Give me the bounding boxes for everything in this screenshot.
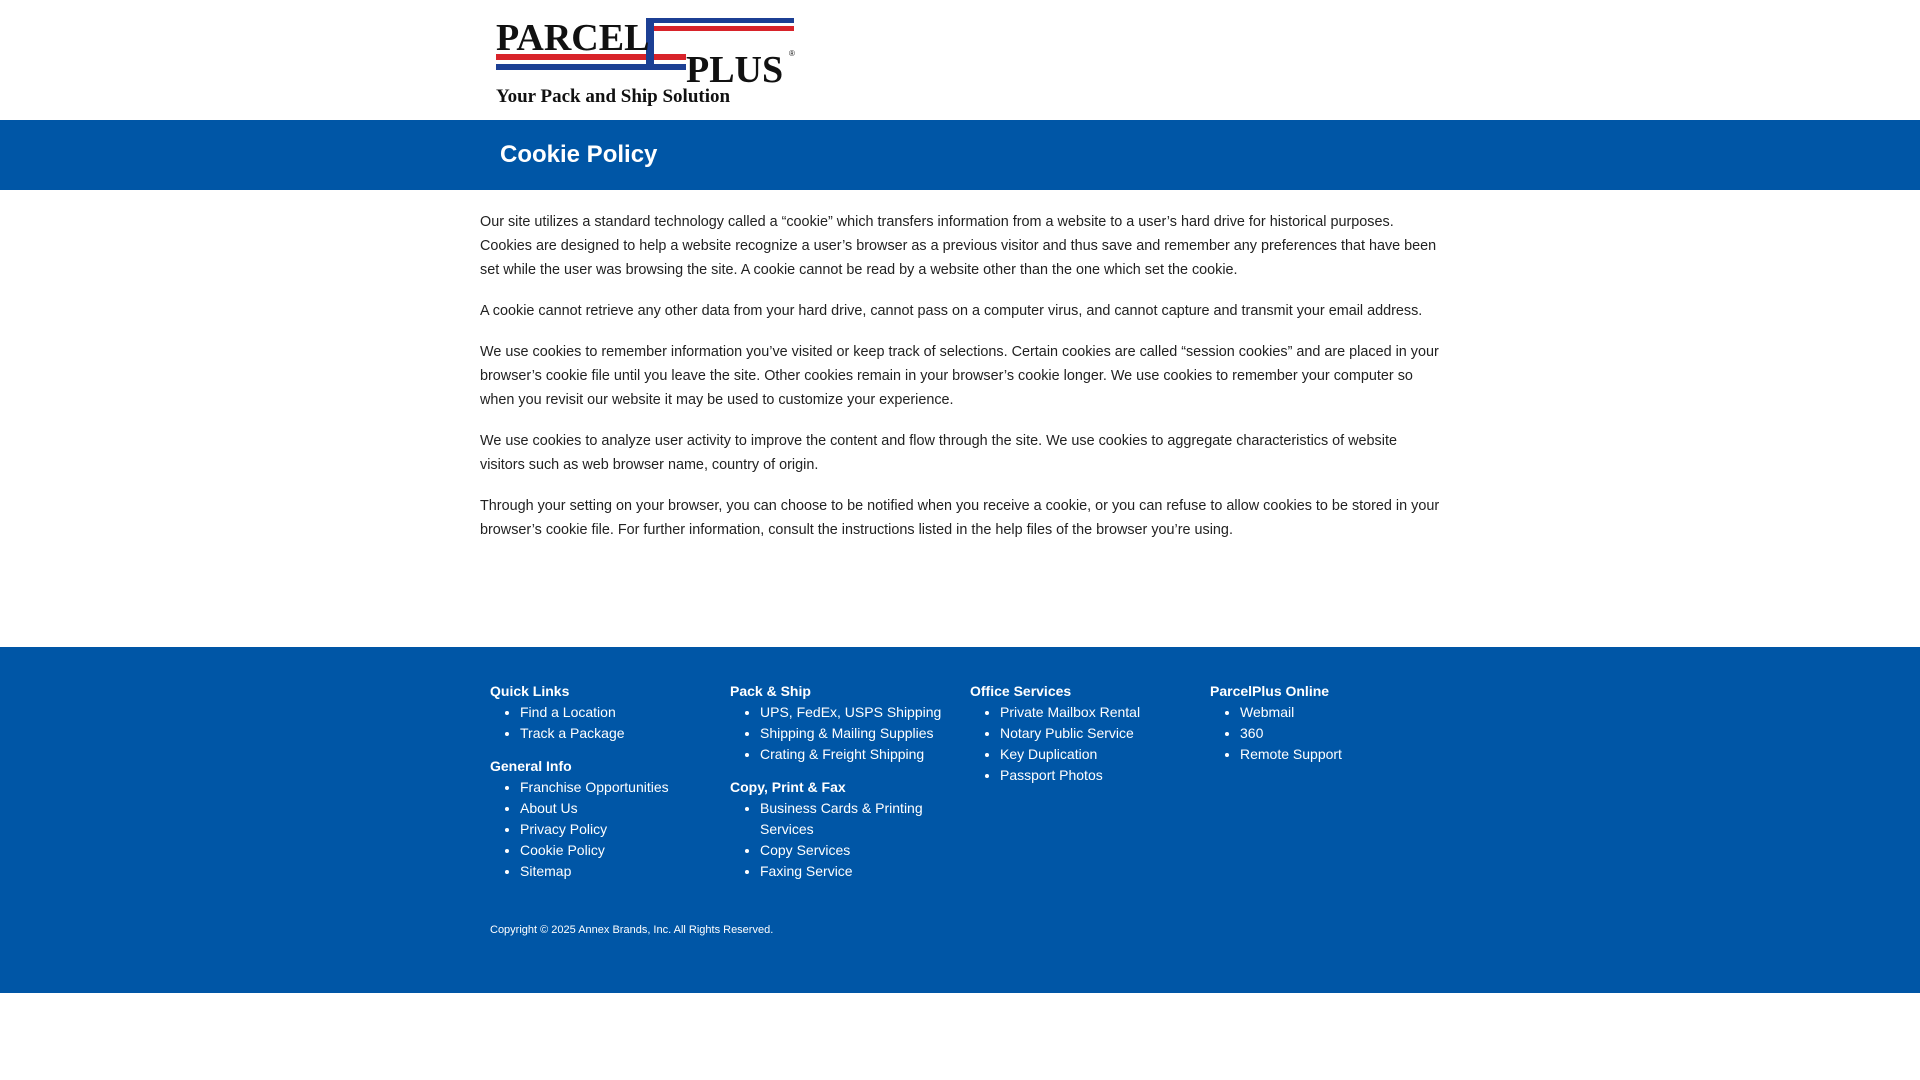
footer-link-item [760,702,970,723]
footer-link-item [1240,723,1450,744]
page-title-band [0,120,1920,190]
footer-link-item [760,798,970,840]
footer-link-item [520,840,730,861]
footer-link-item [1240,702,1450,723]
office-services-list [1000,702,1210,786]
footer-heading-parcelplus-online: ParcelPlus Online [1210,683,1330,699]
footer-heading-copy-print-fax: Copy, Print & Fax [730,779,846,795]
footer-link-item [760,861,970,882]
footer-column [490,681,730,894]
svg-text:PARCEL: PARCEL [496,17,650,59]
footer-link-item [520,861,730,882]
footer-link-360[interactable]: 360 [1240,725,1264,741]
footer-link-item [1000,765,1210,786]
quick-links-list [520,702,730,744]
footer-link-item [1000,744,1210,765]
footer-columns [490,681,1450,894]
footer-link-crating-freight[interactable]: Crating & Freight Shipping [760,746,925,762]
footer-link-item [760,723,970,744]
footer-link-key-duplication[interactable]: Key Duplication [1000,746,1098,762]
pack-ship-list [760,702,970,765]
footer-column [970,681,1210,894]
footer-heading-pack-ship: Pack & Ship [730,683,811,699]
footer-heading-quick-links: Quick Links [490,683,570,699]
footer-link-item [760,744,970,765]
svg-text:®: ® [789,49,795,58]
cookie-policy-content [480,210,1440,559]
general-info-list [520,777,730,882]
footer-link-copy-services[interactable]: Copy Services [760,842,851,858]
footer-link-item [1000,723,1210,744]
footer-link-remote-support[interactable]: Remote Support [1240,746,1342,762]
svg-text:PLUS: PLUS [686,49,784,91]
footer-column [730,681,970,894]
policy-paragraph: Through your setting on your browser, you can choose to be notified when you receive a cookie, or you can refuse to allow cookies to be stored in your browser’s cookie file. For further information, consult the instructions listed in the help files of the browser you’re using. [480,498,1440,538]
footer-link-privacy-policy[interactable]: Privacy Policy [520,821,608,837]
page-title: Cookie Policy [500,141,658,168]
parcel-plus-logo[interactable] [496,16,797,107]
footer-link-item [1000,702,1210,723]
footer-link-shipping-supplies[interactable]: Shipping & Mailing Supplies [760,725,934,741]
footer-link-item [760,840,970,861]
footer-link-item [1240,744,1450,765]
footer-link-track-package[interactable]: Track a Package [520,725,625,741]
policy-paragraph: Our site utilizes a standard technology called a “cookie” which transfers information from a website to a user’s hard drive for historical purposes. Cookies are designed to help a website recognize a user’s browser as a previous visitor and thus save and remember any preferences that have been set while the user was browsing the site. A cookie cannot be read by a website other than the one which set the cookie. [480,214,1437,278]
parcelplus-online-list [1240,702,1450,765]
policy-paragraph: We use cookies to remember information you’ve visited or keep track of selections. Certain cookies are called “session cookies” and are placed in your browser’s cookie file until you leave the site. Other cookies remain in your browser’s cookie longer. We use cookies to remember your computer so when you revisit our website it may be used to customize your experience. [480,344,1439,408]
footer-link-find-location[interactable]: Find a Location [520,704,616,720]
footer-link-business-cards[interactable]: Business Cards & Printing Services [760,800,923,837]
footer-link-shipping-carriers[interactable]: UPS, FedEx, USPS Shipping [760,704,942,720]
logo-graphic [496,16,797,107]
footer-link-about-us[interactable]: About Us [520,800,578,816]
svg-text:Your Pack and Ship Solution: Your Pack and Ship Solution [496,86,731,107]
footer-link-item [520,702,730,723]
footer-link-item [520,723,730,744]
footer-link-notary[interactable]: Notary Public Service [1000,725,1134,741]
footer-link-passport-photos[interactable]: Passport Photos [1000,767,1103,783]
footer-link-cookie-policy[interactable]: Cookie Policy [520,842,605,858]
footer-link-sitemap[interactable]: Sitemap [520,863,572,879]
footer-link-franchise[interactable]: Franchise Opportunities [520,779,669,795]
policy-paragraph: A cookie cannot retrieve any other data from your hard drive, cannot pass on a computer virus, and cannot capture and transmit your email address. [480,303,1423,319]
copy-print-fax-list [760,798,970,882]
site-footer [0,647,1920,993]
copyright-notice: Copyright © 2025 Annex Brands, Inc. All Rights Reserved. [490,924,774,936]
footer-link-mailbox-rental[interactable]: Private Mailbox Rental [1000,704,1141,720]
policy-paragraph: We use cookies to analyze user activity to improve the content and flow through the site. We use cookies to aggregate characteristics of website visitors such as web browser name, country of origin. [480,433,1397,473]
footer-link-item [520,819,730,840]
footer-link-webmail[interactable]: Webmail [1240,704,1295,720]
footer-column [1210,681,1450,894]
footer-link-item [520,777,730,798]
footer-link-faxing-service[interactable]: Faxing Service [760,863,853,879]
footer-heading-office-services: Office Services [970,683,1072,699]
footer-heading-general-info: General Info [490,758,572,774]
site-header [0,0,1920,120]
footer-link-item [520,798,730,819]
